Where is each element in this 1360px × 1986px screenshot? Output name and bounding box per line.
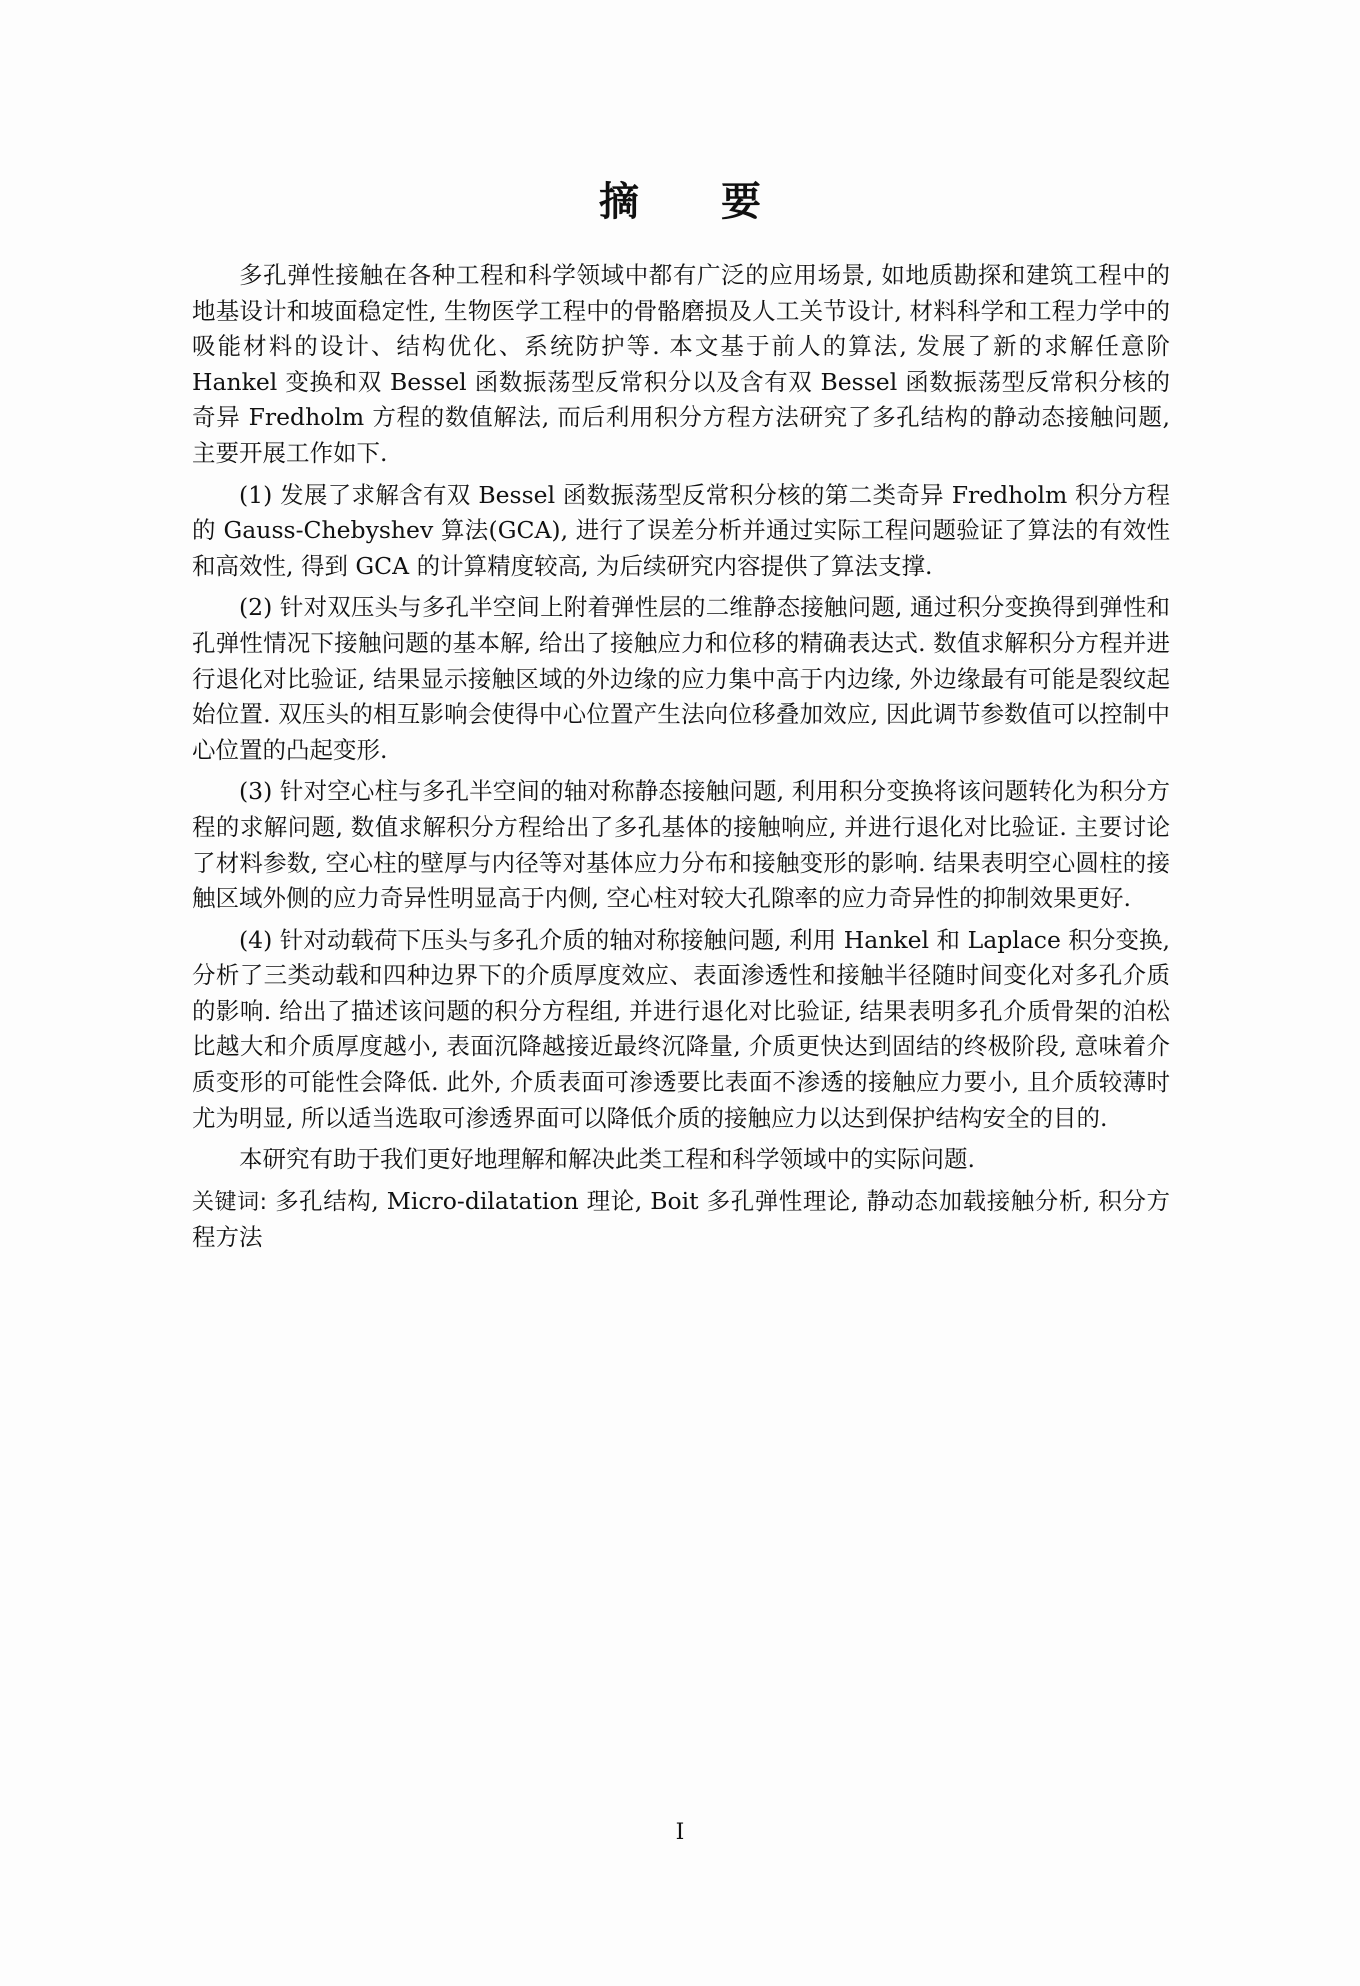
abstract-item-3-paragraph: (3) 针对空心柱与多孔半空间的轴对称静态接触问题, 利用积分变换将该问题转化为积分方程的求解问题, 数值求解积分方程给出了多孔基体的接触响应, 并进行退化对比验证. 主要讨论了材料参数, 空心柱的壁厚与内径等对基体应力分布和接触变形的影响. 结果表明空心圆柱的接触区域外侧的应力奇异性明显高于内侧, 空心柱对较大孔隙率的应力奇异性的抑制效果更好.: [192, 777, 1170, 913]
abstract-item-4-paragraph: (4) 针对动载荷下压头与多孔介质的轴对称接触问题, 利用 Hankel 和 Laplace 积分变换, 分析了三类动载和四种边界下的介质厚度效应、表面渗透性和接触半径随时间变化对多孔介质的影响. 给出了描述该问题的积分方程组, 并进行退化对比验证, 结果表明多孔介质骨架的泊松比越大和介质厚度越小, 表面沉降越接近最终沉降量, 介质更快达到固结的终极阶段, 意味着介质变形的可能性会降低. 此外, 介质表面可渗透要比表面不渗透的接触应力要小, 且介质较薄时尤为明显, 所以适当选取可渗透界面可以降低介质的接触应力以达到保护结构安全的目的.: [192, 925, 1170, 1132]
abstract-intro-paragraph: 多孔弹性接触在各种工程和科学领域中都有广泛的应用场景, 如地质勘探和建筑工程中的地基设计和坡面稳定性, 生物医学工程中的骨骼磨损及人工关节设计, 材料科学和工程力学中的吸能材料的设计、结构优化、系统防护等. 本文基于前人的算法, 发展了新的求解任意阶 Hankel 变换和双 Bessel 函数振荡型反常积分以及含有双 Bessel 函数振荡型反常积分核的奇异 Fredholm 方程的数值解法, 而后利用积分方程方法研究了多孔结构的静动态接触问题, 主要开展工作如下.: [192, 261, 1170, 467]
abstract-conclusion-paragraph: 本研究有助于我们更好地理解和解决此类工程和科学领域中的实际问题.: [239, 1145, 975, 1174]
abstract-item-2-paragraph: (2) 针对双压头与多孔半空间上附着弹性层的二维静态接触问题, 通过积分变换得到弹性和孔弹性情况下接触问题的基本解, 给出了接触应力和位移的精确表达式. 数值求解积分方程并进行退化对比验证, 结果显示接触区域的外边缘的应力集中高于内边缘, 外边缘最有可能是裂纹起始位置. 双压头的相互影响会使得中心位置产生法向位移叠加效应, 因此调节参数值可以控制中心位置的凸起变形.: [192, 593, 1170, 764]
keywords-line: [192, 1184, 1170, 1256]
keywords-text: 多孔结构, Micro-dilatation 理论, Boit 多孔弹性理论, 静动态加载接触分析, 积分方程方法: [192, 1186, 1171, 1252]
page-number: I: [675, 1820, 685, 1845]
page-title: 摘 要: [599, 179, 795, 225]
abstract-body: [192, 258, 1170, 1256]
keywords-label: 关键词:: [192, 1189, 268, 1215]
abstract-item-1-paragraph: (1) 发展了求解含有双 Bessel 函数振荡型反常积分核的第二类奇异 Fredholm 积分方程的 Gauss-Chebyshev 算法(GCA), 进行了误差分析并通过实际工程问题验证了算法的有效性和高效性, 得到 GCA 的计算精度较高, 为后续研究内容提供了算法支撑.: [192, 480, 1170, 580]
